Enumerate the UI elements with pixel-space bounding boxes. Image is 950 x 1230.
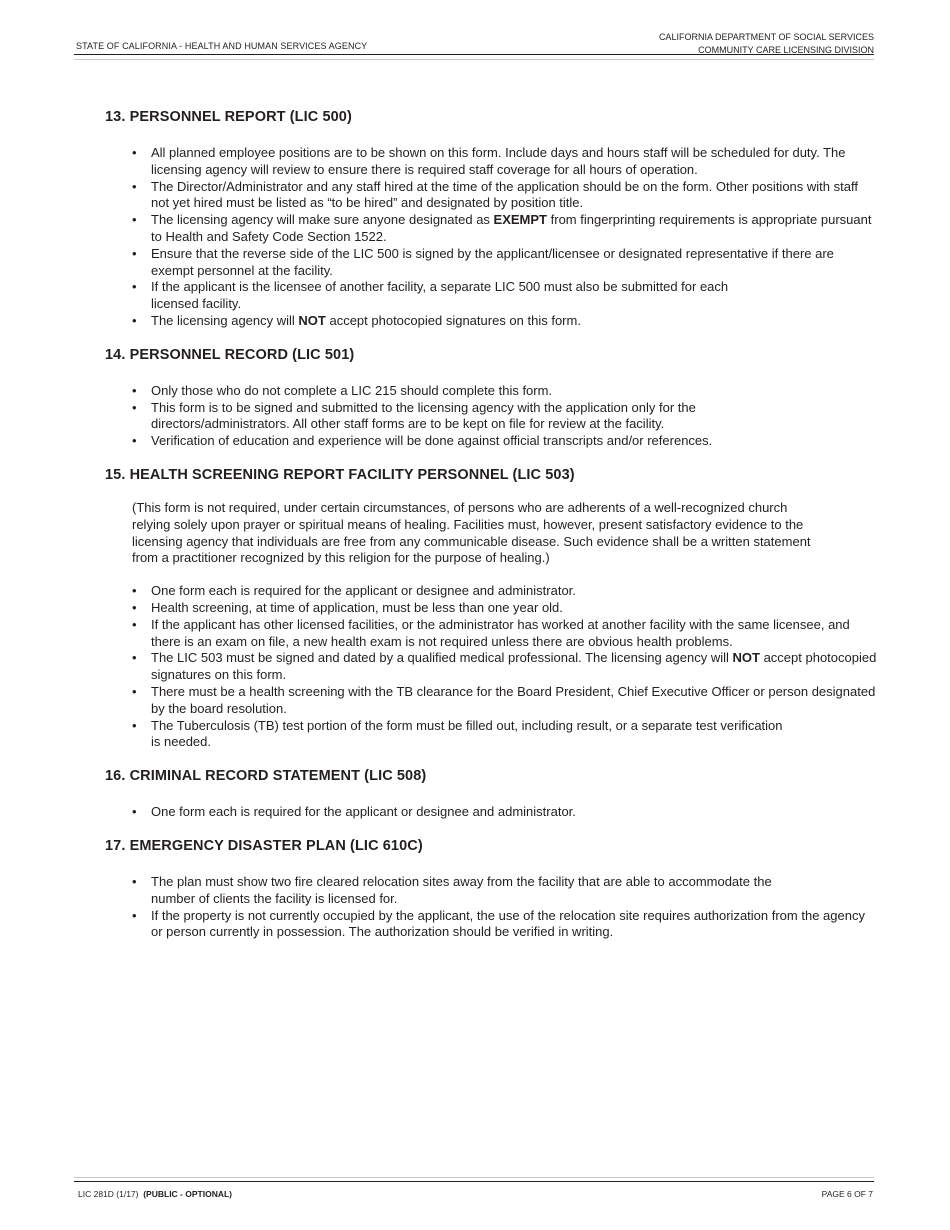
footer-rule-faint: [74, 1177, 874, 1178]
header-agency: STATE OF CALIFORNIA - HEALTH AND HUMAN SERVICES AGENCY: [76, 41, 368, 51]
bullet-item: [132, 599, 877, 617]
header-department: [659, 31, 874, 56]
footer-status: (PUBLIC - OPTIONAL): [143, 1189, 232, 1199]
bullet-item: [132, 279, 877, 313]
bullet-icon: •: [132, 583, 137, 599]
bullet-icon: •: [132, 212, 137, 228]
bullet-item: [132, 245, 877, 280]
bullet-text: All planned employee positions are to be shown on this form. Include days and hours staff will be scheduled for duty. The licensing agency will review to ensure there is required staff coverage for all hours of operation.: [151, 145, 846, 177]
bullet-icon: •: [132, 804, 137, 820]
section: [105, 466, 877, 751]
bullet-icon: •: [132, 399, 137, 415]
footer-page-number: PAGE 6 OF 7: [821, 1189, 873, 1199]
section-title: 15. HEALTH SCREENING REPORT FACILITY PERSONNEL (LIC 503): [105, 466, 575, 483]
bullet-item: [132, 145, 877, 179]
bullet-item: [132, 804, 877, 821]
bullet-item: [132, 616, 877, 651]
bullet-icon: •: [132, 382, 137, 398]
header-rule-faint: [74, 59, 874, 60]
bullet-text: If the applicant is the licensee of another facility, a separate LIC 500 must also be submitted for each licensed facility.: [151, 279, 729, 312]
section: [105, 346, 877, 450]
section: [105, 108, 877, 330]
bullet-text: The licensing agency will make sure anyone designated as: [151, 212, 494, 228]
bullet-icon: •: [132, 433, 137, 449]
bullet-text: There must be a health screening with the TB clearance for the Board President, Chief Executive Officer or person designated by the board resolution.: [151, 683, 876, 716]
bullet-text: The plan must show two fire cleared relocation sites away from the facility that are able to accommodate the number of clients the facility is licensed for.: [151, 873, 772, 906]
emphasis-text: EXEMPT: [493, 212, 548, 228]
bullet-text: The licensing agency will: [151, 312, 299, 328]
emphasis-text: NOT: [732, 650, 760, 666]
bullet-item: [132, 683, 877, 718]
bullet-item: [132, 312, 877, 330]
bullet-item: [132, 399, 877, 434]
bullet-text: If the applicant has other licensed facilities, or the administrator has worked at another facility with the same licensee, and there is an exam on file, a new health exam is not required unless there are obvious health problems.: [151, 616, 850, 649]
bullet-item: [132, 873, 877, 908]
bullet-icon: •: [132, 650, 137, 666]
section-title: 13. PERSONNEL REPORT (LIC 500): [105, 109, 352, 125]
bullet-list: [105, 145, 877, 330]
bullet-item: [132, 583, 877, 600]
bullet-icon: •: [132, 279, 137, 295]
bullet-icon: •: [132, 312, 137, 328]
bullet-icon: •: [132, 178, 137, 194]
bullet-text: Health screening, at time of application, must be less than one year old.: [151, 599, 563, 615]
emphasis-text: NOT: [298, 312, 326, 328]
header-division-line2: COMMUNITY CARE LICENSING DIVISION: [698, 44, 874, 55]
bullet-icon: •: [132, 873, 137, 889]
bullet-text: from fingerprinting requirements is appropriate pursuant to Health and Safety Code Section 1522.: [151, 212, 872, 244]
section-note: (This form is not required, under certain circumstances, of persons who are adherents of a well-recognized church relying solely upon prayer or spiritual means of healing. Facilities must, however, present satisfactory evidence to the licensing agency that individuals are free from any communicable disease. Such evidence shall be a written statement from a practitioner recognized by this religion for the purpose of healing.): [132, 499, 811, 566]
document-body: [105, 108, 877, 957]
bullet-icon: •: [132, 683, 137, 699]
bullet-icon: •: [132, 245, 137, 261]
bullet-item: [132, 212, 877, 246]
bullet-text: This form is to be signed and submitted to the licensing agency with the application only for the directors/administrators. All other staff forms are to be kept on file for review at the facility.: [151, 399, 696, 432]
footer-form-number: LIC 281D (1/17): [78, 1189, 139, 1199]
bullet-icon: •: [132, 717, 137, 733]
bullet-text: The Tuberculosis (TB) test portion of the form must be filled out, including result, or a separate test verification is needed.: [151, 717, 783, 750]
bullet-text: The LIC 503 must be signed and dated by a qualified medical professional. The licensing agency will: [151, 650, 733, 666]
section-title: 17. EMERGENCY DISASTER PLAN (LIC 610C): [105, 837, 423, 854]
bullet-text: Only those who do not complete a LIC 215 should complete this form.: [151, 382, 553, 398]
bullet-text: Verification of education and experience will be done against official transcripts and/or references.: [151, 433, 713, 449]
bullet-text: The Director/Administrator and any staff hired at the time of the application should be on the form. Other positions with staff not yet hired must be listed as “to be hired” and designated by position title.: [151, 178, 858, 211]
section: [105, 837, 877, 941]
bullet-text: One form each is required for the applicant or designee and administrator.: [151, 804, 576, 820]
bullet-list: [105, 383, 877, 450]
footer-rule: [74, 1181, 874, 1182]
bullet-icon: •: [132, 616, 137, 632]
bullet-icon: •: [132, 599, 137, 615]
bullet-list: [105, 583, 877, 751]
bullet-text: Ensure that the reverse side of the LIC 500 is signed by the applicant/licensee or designated representative if there are exempt personnel at the facility.: [151, 245, 834, 278]
bullet-item: [132, 433, 877, 450]
bullet-list: [105, 874, 877, 941]
bullet-text: If the property is not currently occupied by the applicant, the use of the relocation site requires authorization from the agency or person currently in possession. The authorization should be verified in writing.: [151, 907, 865, 940]
header-rule: [74, 54, 874, 55]
bullet-text: One form each is required for the applicant or designee and administrator.: [151, 583, 576, 599]
footer-form-id: [78, 1189, 232, 1199]
bullet-list: [105, 804, 877, 821]
bullet-icon: •: [132, 145, 137, 160]
bullet-item: [132, 717, 877, 752]
bullet-item: [132, 650, 877, 684]
header-department-line1: CALIFORNIA DEPARTMENT OF SOCIAL SERVICES: [658, 32, 874, 42]
section-title: 16. CRIMINAL RECORD STATEMENT (LIC 508): [105, 768, 427, 785]
section: [105, 767, 877, 821]
bullet-text: accept photocopied signatures on this form.: [325, 312, 581, 328]
bullet-icon: •: [132, 907, 137, 923]
bullet-text: accept photocopied signatures on this form.: [151, 650, 877, 683]
bullet-item: [132, 907, 877, 942]
section-title: 14. PERSONNEL RECORD (LIC 501): [105, 346, 355, 363]
bullet-item: [132, 178, 877, 213]
bullet-item: [132, 382, 877, 400]
